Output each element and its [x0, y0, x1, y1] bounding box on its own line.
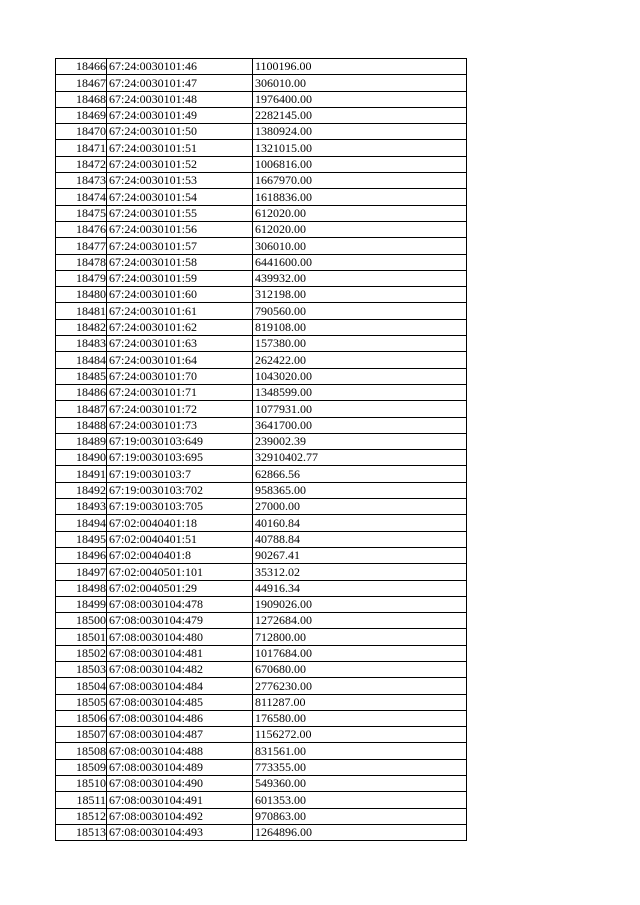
amount-cell: 1077931.00	[253, 401, 467, 417]
table-row	[56, 727, 467, 743]
table-row	[56, 450, 467, 466]
cadastral-number-cell: 67:19:0030103:705	[107, 499, 253, 515]
cadastral-number-cell: 67:24:0030101:71	[107, 384, 253, 400]
table-row	[56, 368, 467, 384]
table-row	[56, 515, 467, 531]
row-number-cell: 18494	[56, 515, 107, 531]
table-row	[56, 466, 467, 482]
row-number-cell: 18504	[56, 678, 107, 694]
cadastral-number-cell: 67:19:0030103:7	[107, 466, 253, 482]
cadastral-number-cell: 67:24:0030101:70	[107, 368, 253, 384]
amount-cell: 40160.84	[253, 515, 467, 531]
amount-cell: 1272684.00	[253, 613, 467, 629]
table-row	[56, 743, 467, 759]
table-row	[56, 189, 467, 205]
table-row	[56, 678, 467, 694]
row-number-cell: 18510	[56, 776, 107, 792]
table-row	[56, 499, 467, 515]
cadastral-number-cell: 67:24:0030101:46	[107, 59, 253, 75]
table-row	[56, 221, 467, 237]
row-number-cell: 18496	[56, 547, 107, 563]
amount-cell: 157380.00	[253, 336, 467, 352]
table-row	[56, 694, 467, 710]
amount-cell: 1100196.00	[253, 59, 467, 75]
cadastral-number-cell: 67:24:0030101:50	[107, 124, 253, 140]
amount-cell: 612020.00	[253, 221, 467, 237]
table-row	[56, 156, 467, 172]
table-row	[56, 303, 467, 319]
amount-cell: 1909026.00	[253, 596, 467, 612]
amount-cell: 1006816.00	[253, 156, 467, 172]
row-number-cell: 18472	[56, 156, 107, 172]
table-row	[56, 613, 467, 629]
cadastral-number-cell: 67:08:0030104:491	[107, 792, 253, 808]
table-row	[56, 482, 467, 498]
row-number-cell: 18482	[56, 319, 107, 335]
row-number-cell: 18474	[56, 189, 107, 205]
row-number-cell: 18491	[56, 466, 107, 482]
amount-cell: 1380924.00	[253, 124, 467, 140]
amount-cell: 549360.00	[253, 776, 467, 792]
cadastral-number-cell: 67:02:0040501:29	[107, 580, 253, 596]
amount-cell: 1976400.00	[253, 91, 467, 107]
amount-cell: 176580.00	[253, 710, 467, 726]
table-row	[56, 433, 467, 449]
table-row	[56, 352, 467, 368]
table-row	[56, 808, 467, 824]
table-row	[56, 270, 467, 286]
table-row	[56, 384, 467, 400]
table-row	[56, 580, 467, 596]
cadastral-number-cell: 67:24:0030101:73	[107, 417, 253, 433]
amount-cell: 62866.56	[253, 466, 467, 482]
row-number-cell: 18469	[56, 107, 107, 123]
row-number-cell: 18505	[56, 694, 107, 710]
cadastral-number-cell: 67:08:0030104:493	[107, 824, 253, 840]
cadastral-number-cell: 67:02:0040401:51	[107, 531, 253, 547]
row-number-cell: 18506	[56, 710, 107, 726]
table-row	[56, 710, 467, 726]
amount-cell: 262422.00	[253, 352, 467, 368]
table-row	[56, 319, 467, 335]
row-number-cell: 18481	[56, 303, 107, 319]
table-row	[56, 645, 467, 661]
amount-cell: 670680.00	[253, 661, 467, 677]
amount-cell: 1156272.00	[253, 727, 467, 743]
amount-cell: 712800.00	[253, 629, 467, 645]
table-row	[56, 75, 467, 91]
row-number-cell: 18501	[56, 629, 107, 645]
table-row	[56, 759, 467, 775]
table-row	[56, 531, 467, 547]
row-number-cell: 18480	[56, 287, 107, 303]
cadastral-number-cell: 67:19:0030103:695	[107, 450, 253, 466]
row-number-cell: 18508	[56, 743, 107, 759]
cadastral-number-cell: 67:02:0040501:101	[107, 564, 253, 580]
amount-cell: 2282145.00	[253, 107, 467, 123]
amount-cell: 1043020.00	[253, 368, 467, 384]
row-number-cell: 18495	[56, 531, 107, 547]
cadastral-number-cell: 67:24:0030101:62	[107, 319, 253, 335]
row-number-cell: 18493	[56, 499, 107, 515]
table-row	[56, 629, 467, 645]
cadastral-number-cell: 67:08:0030104:478	[107, 596, 253, 612]
cadastral-number-cell: 67:19:0030103:702	[107, 482, 253, 498]
cadastral-number-cell: 67:08:0030104:490	[107, 776, 253, 792]
amount-cell: 27000.00	[253, 499, 467, 515]
table-row	[56, 140, 467, 156]
row-number-cell: 18507	[56, 727, 107, 743]
table-row	[56, 173, 467, 189]
table-body	[56, 59, 467, 841]
cadastral-number-cell: 67:24:0030101:63	[107, 336, 253, 352]
amount-cell: 312198.00	[253, 287, 467, 303]
cadastral-number-cell: 67:24:0030101:72	[107, 401, 253, 417]
row-number-cell: 18467	[56, 75, 107, 91]
cadastral-number-cell: 67:24:0030101:54	[107, 189, 253, 205]
table-row	[56, 776, 467, 792]
row-number-cell: 18511	[56, 792, 107, 808]
table-row	[56, 91, 467, 107]
row-number-cell: 18513	[56, 824, 107, 840]
amount-cell: 612020.00	[253, 205, 467, 221]
row-number-cell: 18512	[56, 808, 107, 824]
row-number-cell: 18487	[56, 401, 107, 417]
table-row	[56, 107, 467, 123]
amount-cell: 1667970.00	[253, 173, 467, 189]
row-number-cell: 18488	[56, 417, 107, 433]
cadastral-number-cell: 67:24:0030101:55	[107, 205, 253, 221]
amount-cell: 811287.00	[253, 694, 467, 710]
cadastral-number-cell: 67:24:0030101:61	[107, 303, 253, 319]
table-row	[56, 59, 467, 75]
row-number-cell: 18470	[56, 124, 107, 140]
amount-cell: 1264896.00	[253, 824, 467, 840]
amount-cell: 773355.00	[253, 759, 467, 775]
amount-cell: 35312.02	[253, 564, 467, 580]
row-number-cell: 18471	[56, 140, 107, 156]
row-number-cell: 18473	[56, 173, 107, 189]
amount-cell: 32910402.77	[253, 450, 467, 466]
cadastral-number-cell: 67:08:0030104:492	[107, 808, 253, 824]
cadastral-number-cell: 67:08:0030104:480	[107, 629, 253, 645]
amount-cell: 1321015.00	[253, 140, 467, 156]
row-number-cell: 18478	[56, 254, 107, 270]
table-row	[56, 254, 467, 270]
document-page	[55, 58, 467, 841]
row-number-cell: 18468	[56, 91, 107, 107]
row-number-cell: 18490	[56, 450, 107, 466]
cadastral-number-cell: 67:08:0030104:487	[107, 727, 253, 743]
cadastral-number-cell: 67:24:0030101:47	[107, 75, 253, 91]
amount-cell: 1348599.00	[253, 384, 467, 400]
amount-cell: 601353.00	[253, 792, 467, 808]
amount-cell: 1618836.00	[253, 189, 467, 205]
amount-cell: 44916.34	[253, 580, 467, 596]
cadastral-number-cell: 67:02:0040401:18	[107, 515, 253, 531]
table-row	[56, 824, 467, 840]
row-number-cell: 18477	[56, 238, 107, 254]
row-number-cell: 18479	[56, 270, 107, 286]
amount-cell: 3641700.00	[253, 417, 467, 433]
row-number-cell: 18492	[56, 482, 107, 498]
cadastral-number-cell: 67:19:0030103:649	[107, 433, 253, 449]
row-number-cell: 18483	[56, 336, 107, 352]
amount-cell: 958365.00	[253, 482, 467, 498]
amount-cell: 2776230.00	[253, 678, 467, 694]
row-number-cell: 18484	[56, 352, 107, 368]
amount-cell: 439932.00	[253, 270, 467, 286]
row-number-cell: 18509	[56, 759, 107, 775]
cadastral-number-cell: 67:08:0030104:485	[107, 694, 253, 710]
amount-cell: 306010.00	[253, 238, 467, 254]
cadastral-number-cell: 67:08:0030104:479	[107, 613, 253, 629]
table-row	[56, 205, 467, 221]
cadastral-number-cell: 67:24:0030101:49	[107, 107, 253, 123]
table-row	[56, 238, 467, 254]
amount-cell: 790560.00	[253, 303, 467, 319]
cadastral-number-cell: 67:24:0030101:60	[107, 287, 253, 303]
amount-cell: 306010.00	[253, 75, 467, 91]
cadastral-number-cell: 67:24:0030101:59	[107, 270, 253, 286]
table-row	[56, 661, 467, 677]
cadastral-number-cell: 67:08:0030104:481	[107, 645, 253, 661]
cadastral-number-cell: 67:08:0030104:489	[107, 759, 253, 775]
table-row	[56, 564, 467, 580]
table-row	[56, 792, 467, 808]
table-row	[56, 417, 467, 433]
row-number-cell: 18497	[56, 564, 107, 580]
amount-cell: 40788.84	[253, 531, 467, 547]
row-number-cell: 18502	[56, 645, 107, 661]
table-row	[56, 596, 467, 612]
cadastral-number-cell: 67:24:0030101:51	[107, 140, 253, 156]
cadastral-number-cell: 67:24:0030101:64	[107, 352, 253, 368]
cadastral-number-cell: 67:24:0030101:52	[107, 156, 253, 172]
amount-cell: 970863.00	[253, 808, 467, 824]
amount-cell: 1017684.00	[253, 645, 467, 661]
cadastral-number-cell: 67:24:0030101:53	[107, 173, 253, 189]
amount-cell: 90267.41	[253, 547, 467, 563]
cadastral-number-cell: 67:24:0030101:56	[107, 221, 253, 237]
row-number-cell: 18466	[56, 59, 107, 75]
cadastral-number-cell: 67:02:0040401:8	[107, 547, 253, 563]
row-number-cell: 18476	[56, 221, 107, 237]
table-row	[56, 124, 467, 140]
amount-cell: 6441600.00	[253, 254, 467, 270]
row-number-cell: 18498	[56, 580, 107, 596]
cadastral-number-cell: 67:08:0030104:488	[107, 743, 253, 759]
row-number-cell: 18485	[56, 368, 107, 384]
table-row	[56, 336, 467, 352]
cadastral-number-cell: 67:24:0030101:57	[107, 238, 253, 254]
amount-cell: 819108.00	[253, 319, 467, 335]
table-row	[56, 547, 467, 563]
data-table	[55, 58, 467, 841]
cadastral-number-cell: 67:08:0030104:482	[107, 661, 253, 677]
row-number-cell: 18503	[56, 661, 107, 677]
amount-cell: 831561.00	[253, 743, 467, 759]
cadastral-number-cell: 67:24:0030101:48	[107, 91, 253, 107]
cadastral-number-cell: 67:08:0030104:484	[107, 678, 253, 694]
row-number-cell: 18500	[56, 613, 107, 629]
row-number-cell: 18499	[56, 596, 107, 612]
amount-cell: 239002.39	[253, 433, 467, 449]
table-row	[56, 287, 467, 303]
row-number-cell: 18475	[56, 205, 107, 221]
cadastral-number-cell: 67:08:0030104:486	[107, 710, 253, 726]
row-number-cell: 18489	[56, 433, 107, 449]
row-number-cell: 18486	[56, 384, 107, 400]
table-row	[56, 401, 467, 417]
cadastral-number-cell: 67:24:0030101:58	[107, 254, 253, 270]
